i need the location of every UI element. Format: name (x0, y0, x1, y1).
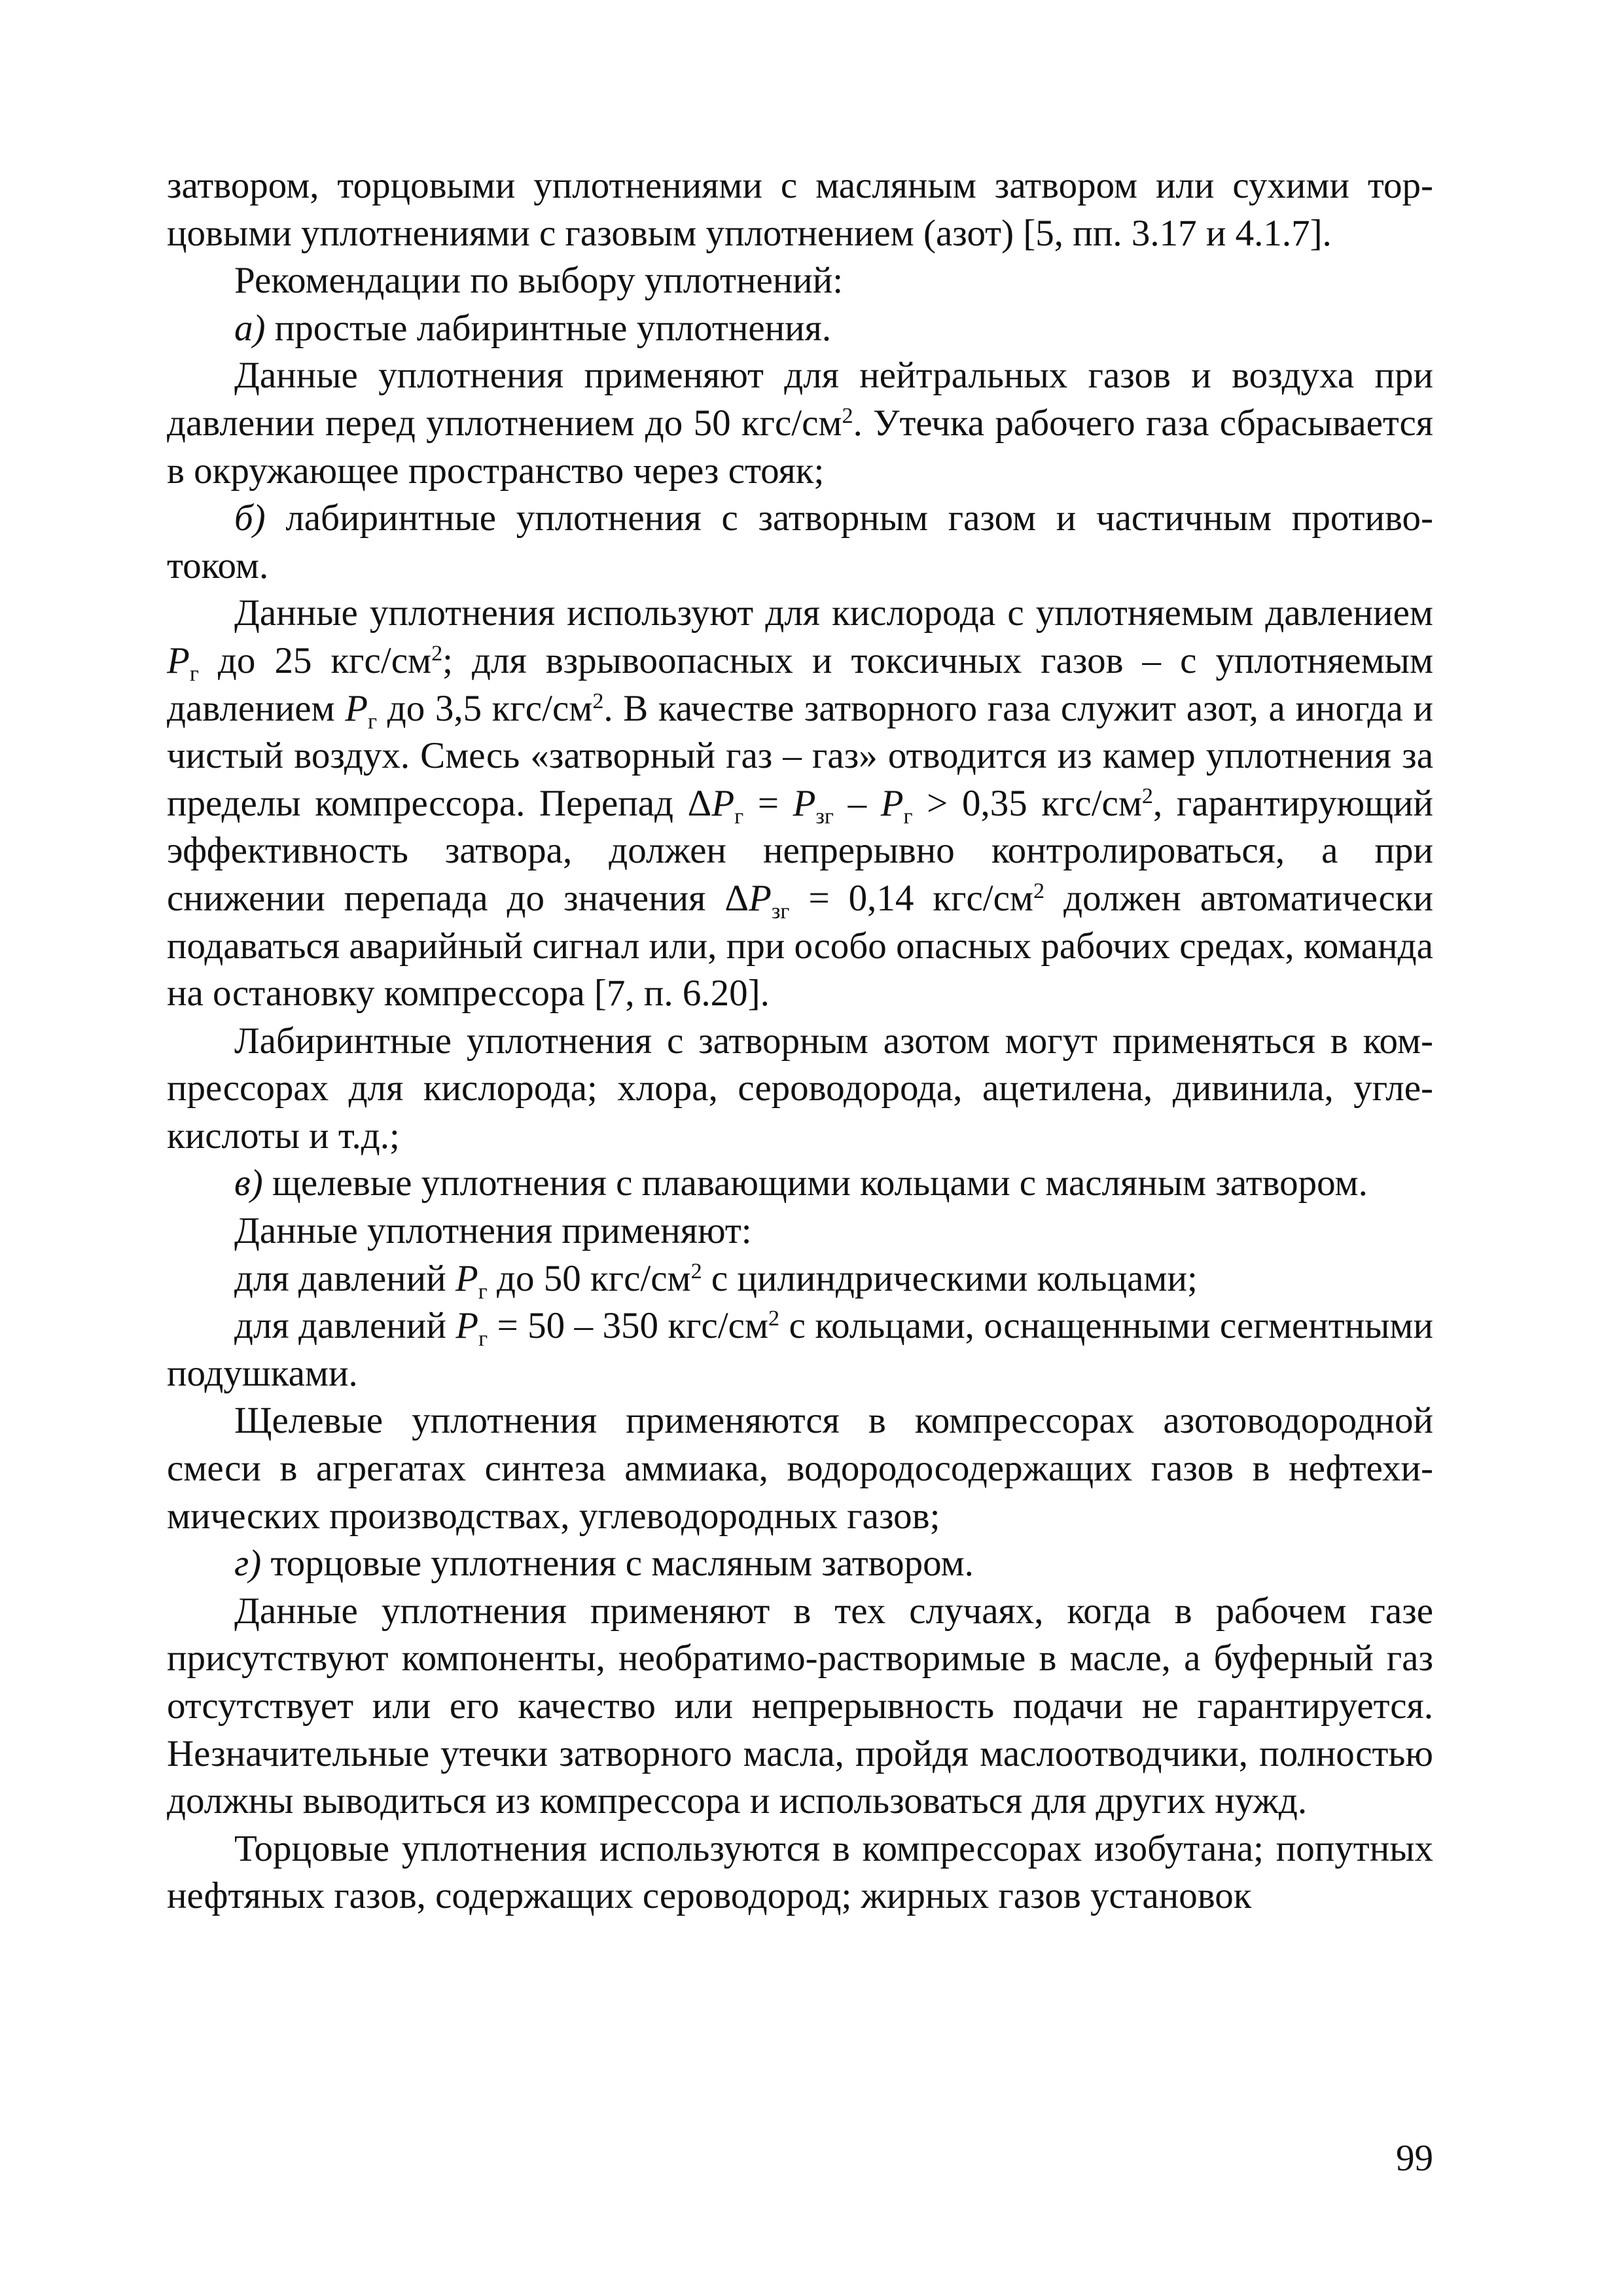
page-body (167, 162, 1433, 1920)
text-run: торцовые уплотнения с масляным затвором. (261, 1543, 974, 1585)
paragraph (167, 1160, 1433, 1208)
paragraph (167, 1588, 1433, 1825)
subscript: г (368, 709, 378, 734)
subscript: г (734, 804, 744, 829)
paragraph (167, 1255, 1433, 1303)
paragraph (167, 590, 1433, 1017)
paragraph (167, 1302, 1433, 1397)
text-run: = 0,14 кгс/см (789, 877, 1034, 919)
text-run: Щелевые уплотнения применяются в компрессорах азотоводородной смеси в агрегатах синтеза аммиака, водородосодержащих газов в нефтехимических производствах, углеводородных газов; (167, 1400, 1433, 1537)
italic-text: P (455, 1305, 479, 1347)
text-run: щелевые уплотнения с плавающими кольцами с масляным затвором. (262, 1162, 1368, 1204)
italic-text: P (345, 687, 368, 729)
superscript: 2 (592, 689, 604, 713)
paragraph (167, 495, 1433, 590)
italic-text: б) (234, 497, 266, 539)
text-run: до 25 кгс/см (198, 639, 432, 681)
text-run: Торцовые уплотнения используются в компрессорах изобутана; попутных нефтяных газов, содержащих сероводород; жирных газов установок (167, 1827, 1433, 1917)
paragraph (167, 1018, 1433, 1160)
subscript: г (189, 661, 199, 686)
italic-text: P (711, 782, 735, 824)
text-run: ; для взрывоопасных и токсичных газов – с уплотняемым давлением (167, 639, 1434, 729)
text-run: до 3,5 кгс/см (377, 687, 593, 729)
italic-text: в) (234, 1162, 263, 1204)
italic-text: P (455, 1257, 478, 1299)
text-run: Данные уплотнения используют для кислорода с уплотняемым давлением (234, 592, 1433, 634)
superscript: 2 (768, 1306, 780, 1331)
text-run: с кольцами, оснащенными сегментными подушками. (167, 1305, 1433, 1394)
superscript: 2 (431, 641, 443, 666)
text-run: лабиринтные уплотнения с затворным газом и частичным противотоком. (167, 497, 1433, 586)
italic-text: а) (234, 307, 266, 349)
italic-text: P (167, 639, 190, 681)
paragraph (167, 1540, 1433, 1588)
superscript: 2 (690, 1259, 702, 1283)
superscript: 2 (1141, 783, 1153, 808)
text-run: Лабиринтные уплотнения с затворным азотом могут применяться в компрессорах для кислорода; хлора, сероводорода, ацетилена, дивинила, углекислоты и т.д.; (167, 1020, 1433, 1157)
text-run: > 0,35 кгс/см (912, 782, 1142, 824)
page-number: 99 (1396, 2138, 1433, 2179)
text-run: Данные уплотнения применяют для нейтральных газов и воздуха при давлении перед уплотнением до 50 кгс/см (167, 355, 1433, 444)
text-run: Данные уплотнения применяют: (234, 1210, 752, 1252)
text-run: . Утечка рабочего газа сбрасывается в окружающее пространство через стояк; (167, 402, 1433, 492)
text-run: должен автоматически подаваться аварийный сигнал или, при особо опасных рабочих средах, команда на остановку компрессора [7, п. 6.20]. (167, 877, 1433, 1014)
italic-text: P (880, 782, 904, 824)
paragraph (167, 1825, 1433, 1920)
subscript: г (478, 1327, 488, 1352)
subscript: зг (771, 899, 790, 924)
subscript: г (478, 1279, 488, 1304)
paragraph (167, 1208, 1433, 1255)
paragraph (167, 352, 1433, 495)
text-run: для давлений (234, 1257, 455, 1299)
text-run: . В качестве затворного газа служит азот, а иногда и чистый воздух. Смесь «затворный газ – газ» отводится из камер уплотнения за пределы компрессора. Перепад Δ (167, 687, 1433, 824)
text-run: Данные уплотнения применяют в тех случаях, когда в рабочем газе присутствуют компоненты, необратимо-растворимые в масле, а буферный газ отсутствует или его качество или непрерывность подачи не гарантируется. Незначительные утечки затворного масла, пройдя маслоотводчики, полностью должны выводиться из компрессора и использоваться для других нужд. (167, 1590, 1433, 1822)
text-run: = (743, 782, 793, 824)
italic-text: P (793, 782, 816, 824)
text-run: затвором, торцовыми уплотнениями с масляным затвором или сухими торцовыми уплотнениями с газовым уплотнением (азот) [5, пп. 3.17 и 4.1.7]. (167, 165, 1433, 254)
subscript: зг (815, 804, 834, 829)
text-run: , гарантирующий эффективность затвора, должен непрерывно контролироваться, а при снижении перепада до значения Δ (167, 782, 1433, 919)
italic-text: г) (234, 1543, 262, 1585)
text-run: с цилиндрическими кольцами; (702, 1257, 1198, 1299)
paragraph (167, 257, 1433, 305)
superscript: 2 (842, 404, 853, 429)
text-run: для давлений (234, 1305, 456, 1347)
text-run: до 50 кгс/см (487, 1257, 691, 1299)
text-run: Рекомендации по выбору уплотнений: (234, 260, 844, 302)
paragraph (167, 1397, 1433, 1540)
text-run: – (833, 782, 881, 824)
italic-text: P (749, 877, 772, 919)
text-run: = 50 – 350 кгс/см (488, 1305, 769, 1347)
paragraph (167, 162, 1433, 257)
text-run: простые лабиринтные уплотнения. (265, 307, 832, 349)
paragraph (167, 305, 1433, 353)
superscript: 2 (1033, 879, 1045, 904)
subscript: г (903, 804, 913, 829)
